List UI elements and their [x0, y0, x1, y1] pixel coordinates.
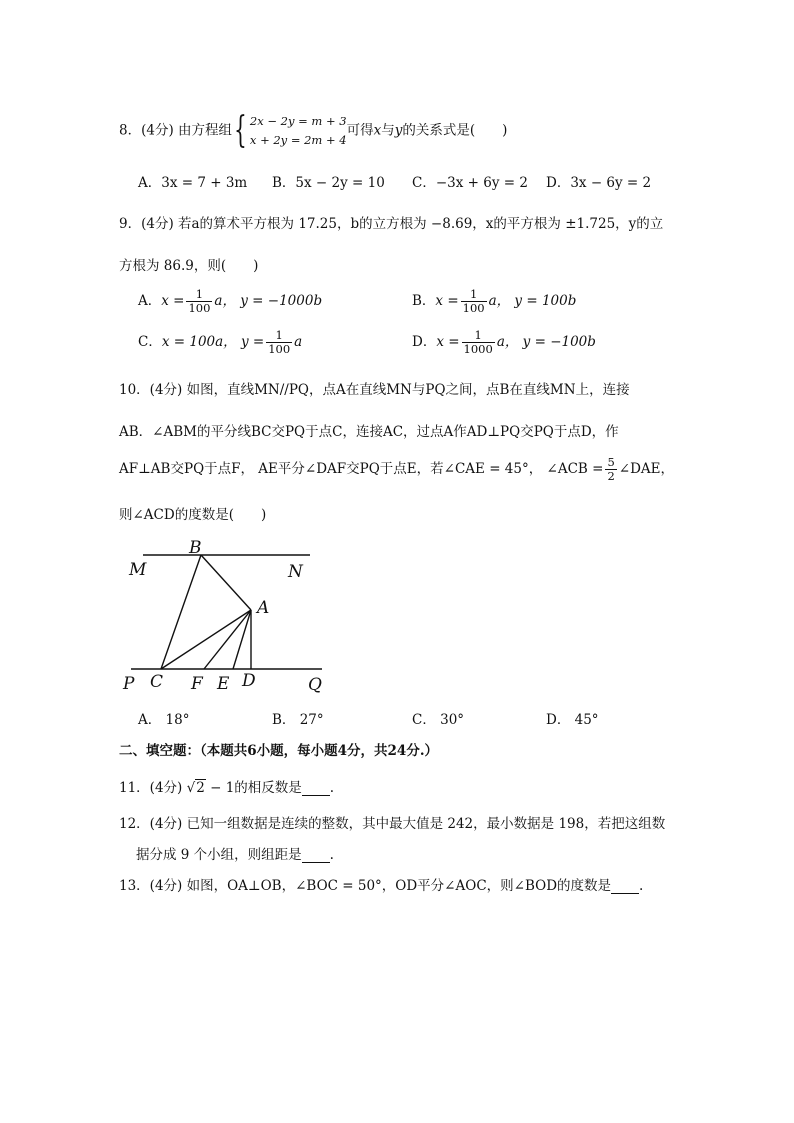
fraction-den: 100: [268, 342, 291, 357]
q9-option-d-label: D．: [412, 334, 437, 351]
segment-ba: [201, 555, 251, 610]
q9-option-d-post: a， y = −100b: [496, 334, 596, 351]
label-d: D: [242, 671, 256, 691]
q9-option-b-label: B．: [412, 293, 436, 310]
label-c: C: [150, 672, 164, 692]
segment-bc: [161, 555, 201, 669]
q8-suffix-b: 与: [381, 122, 395, 139]
q10-line3-a: AF⊥AB交PQ于点F， AE平分∠DAF交PQ于点E，若∠CAE = 45°， ∠ACB =: [119, 461, 604, 478]
sqrt-sign-icon: √: [186, 780, 196, 796]
segment-af: [204, 610, 251, 669]
label-f: F: [191, 674, 203, 694]
fraction-num: 1: [266, 329, 292, 343]
fraction-den: 2: [607, 469, 615, 484]
q9-option-a-post: a， y = −1000b: [214, 293, 323, 310]
q8-option-b[interactable]: B．5x − 2y = 10: [272, 175, 385, 191]
question-13: [119, 874, 643, 894]
label-b: B: [189, 538, 202, 558]
label-a: A: [257, 598, 270, 618]
label-n: N: [288, 562, 303, 582]
q8-prefix: 8．(4分) 由方程组: [119, 122, 233, 139]
q11-rest: − 1的相反数是: [205, 780, 302, 796]
q13-text: 13．(4分) 如图，OA⊥OB，∠BOC = 50°，OD平分∠AOC，则∠BOD的度数是: [119, 878, 612, 894]
q8-var-x: x: [373, 122, 382, 139]
q8-option-d[interactable]: D．3x − 6y = 2: [546, 175, 652, 191]
fraction-num: 1: [462, 329, 495, 343]
q9-option-c-pre: x = 100a， y =: [161, 334, 265, 351]
q11-prefix: 11．(4分): [119, 780, 187, 796]
q9-option-b-post: a， y = 100b: [488, 293, 577, 310]
q8-eq2: x + 2y = 2m + 4: [249, 133, 347, 147]
q9-option-a-label: A．: [138, 293, 162, 310]
q12-end: .: [329, 847, 334, 863]
sqrt-radicand: 2: [196, 780, 205, 796]
q9-option-b-pre: x =: [435, 293, 459, 310]
q11-end: .: [329, 780, 335, 796]
q8-suffix-c: 的关系式是( ): [402, 122, 508, 139]
q10-option-a[interactable]: A． 18°: [138, 712, 190, 728]
q8-var-y: y: [394, 122, 403, 139]
q9-option-c-post: a: [294, 334, 303, 351]
label-e: E: [217, 674, 230, 694]
q9-line1: 9．(4分) 若a的算术平方根为 17.25，b的立方根为 −8.69，x的平方根为 ±1.725，y的立: [119, 216, 664, 232]
q10-option-b[interactable]: B． 27°: [272, 712, 324, 728]
q10-line1: 10．(4分) 如图，直线MN//PQ，点A在直线MN与PQ之间，点B在直线MN上，连接: [119, 382, 630, 398]
fraction-den: 100: [462, 301, 485, 316]
q9-option-a-pre: x =: [161, 293, 185, 310]
label-p: P: [123, 674, 135, 694]
q8-option-a[interactable]: A．3x = 7 + 3m: [138, 175, 248, 191]
q10-option-c[interactable]: C． 30°: [412, 712, 465, 728]
q12-line2: [136, 843, 334, 863]
segment-ae: [233, 610, 251, 669]
q10-line2: AB．∠ABM的平分线BC交PQ于点C，连接AC，过点A作AD⊥PQ交PQ于点D，作: [119, 424, 619, 440]
q9-option-c-label: C．: [138, 334, 162, 351]
fraction-num: 5: [607, 455, 615, 469]
q10-line3-b: ∠DAE，: [618, 461, 675, 478]
q9-line2: 方根为 86.9，则( ): [119, 258, 259, 274]
q12-line1: 12．(4分) 已知一组数据是连续的整数，其中最大值是 242，最小数据是 198，若把这组数: [119, 816, 666, 832]
q13-end: .: [639, 878, 644, 894]
q9-option-d-pre: x =: [436, 334, 460, 351]
q8-option-c[interactable]: C．−3x + 6y = 2: [412, 175, 528, 191]
q10-line4: 则∠ACD的度数是( ): [119, 507, 267, 523]
fraction-den: 1000: [463, 342, 493, 357]
fraction-num: 1: [186, 288, 212, 302]
section-2-title: 二、填空题：（本题共6小题，每小题4分，共24分.）: [119, 743, 439, 759]
label-m: M: [129, 560, 147, 580]
q13-answer-blank[interactable]: [611, 880, 639, 894]
q12-answer-blank[interactable]: [302, 849, 330, 863]
label-q: Q: [308, 675, 322, 695]
q10-option-d[interactable]: D． 45°: [546, 712, 599, 728]
question-11: [119, 776, 334, 796]
brace-icon: {: [234, 110, 247, 151]
fraction-den: 100: [188, 301, 211, 316]
sqrt: [187, 780, 206, 796]
q12-line2-text: 据分成 9 个小组，则组距是: [136, 847, 302, 863]
q8-eq1: 2x − 2y = m + 3: [249, 114, 347, 128]
q11-answer-blank[interactable]: [302, 782, 330, 796]
segment-ac: [161, 610, 251, 669]
fraction-num: 1: [461, 288, 487, 302]
q8-suffix-a: 可得: [346, 122, 374, 139]
